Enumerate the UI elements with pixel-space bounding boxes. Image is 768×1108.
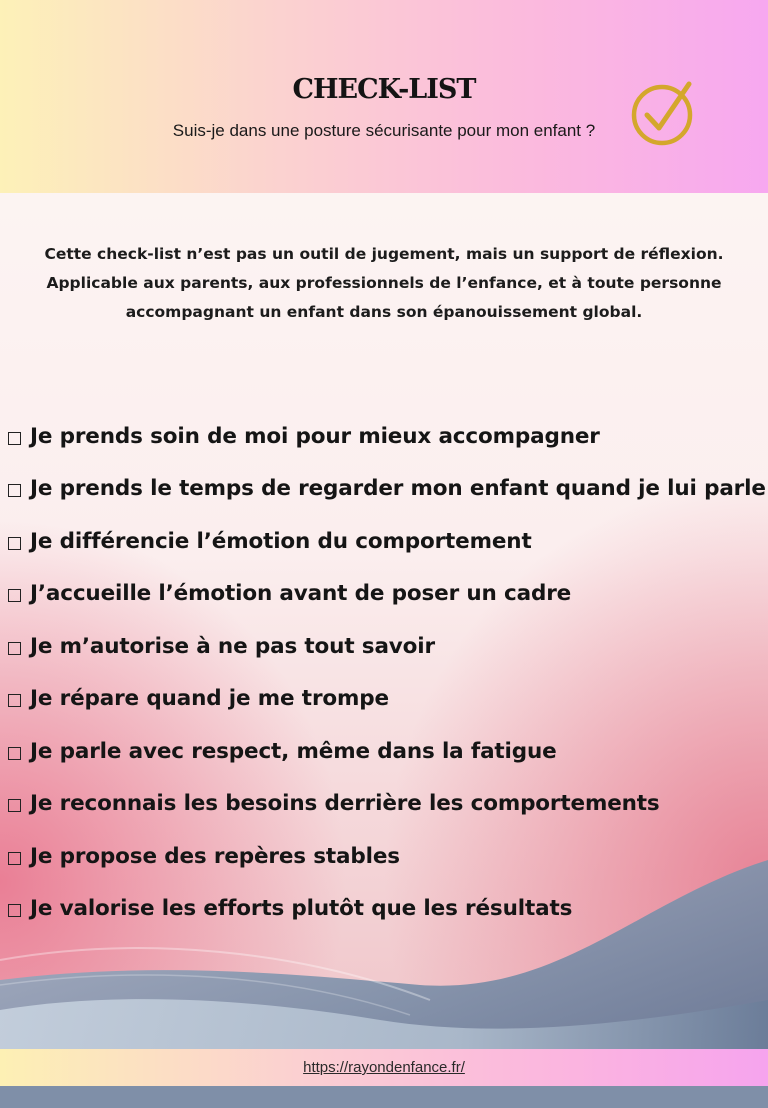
intro-line-1: Cette check-list n’est pas un outil de jugement, mais un support de réflexion. (44, 245, 724, 263)
checkbox[interactable] (8, 432, 21, 445)
checklist-item-text: Je prends soin de moi pour mieux accompagner (30, 423, 600, 449)
checkbox[interactable] (8, 642, 21, 655)
page-subtitle: Suis-je dans une posture sécurisante pour mon enfant ? (172, 121, 596, 140)
website-link[interactable]: https://rayondenfance.fr/ (303, 1059, 465, 1076)
checklist-item-text: Je propose des repères stables (30, 843, 400, 869)
checklist-item (8, 778, 764, 831)
checkbox[interactable] (8, 852, 21, 865)
checkbox[interactable] (8, 799, 21, 812)
checklist-item (8, 568, 764, 621)
checklist-item (8, 883, 764, 936)
checklist-item (8, 725, 764, 778)
checkmark-circle-icon (629, 78, 699, 148)
checklist-item (8, 515, 764, 568)
checklist-item-text: J’accueille l’émotion avant de poser un cadre (30, 581, 572, 607)
checklist (8, 410, 764, 935)
checkbox[interactable] (8, 484, 21, 497)
checklist-item-text: Je prends le temps de regarder mon enfant quand je lui parle (30, 476, 766, 502)
checklist-item-text: Je reconnais les besoins derrière les comportements (30, 791, 660, 817)
checklist-item-text: Je différencie l’émotion du comportement (30, 528, 532, 554)
header-banner (0, 0, 768, 193)
checkbox[interactable] (8, 537, 21, 550)
checkbox[interactable] (8, 904, 21, 917)
checklist-item-text: Je valorise les efforts plutôt que les résultats (30, 896, 573, 922)
checkbox[interactable] (8, 589, 21, 602)
checklist-item (8, 463, 764, 516)
footer-banner (0, 1049, 768, 1086)
checklist-item-text: Je parle avec respect, même dans la fatigue (30, 738, 557, 764)
intro-line-2: Applicable aux parents, aux professionnels de l’enfance, et à toute personne (46, 274, 722, 292)
page-title: CHECK-LIST (292, 74, 476, 105)
checklist-item (8, 620, 764, 673)
checkbox[interactable] (8, 747, 21, 760)
intro-line-3: accompagnant un enfant dans son épanouissement global. (125, 303, 643, 321)
intro-text (30, 240, 738, 327)
checklist-item (8, 830, 764, 883)
checkbox[interactable] (8, 694, 21, 707)
checklist-item-text: Je répare quand je me trompe (30, 686, 389, 712)
checklist-item (8, 673, 764, 726)
checklist-item (8, 410, 764, 463)
checklist-item-text: Je m’autorise à ne pas tout savoir (30, 633, 435, 659)
